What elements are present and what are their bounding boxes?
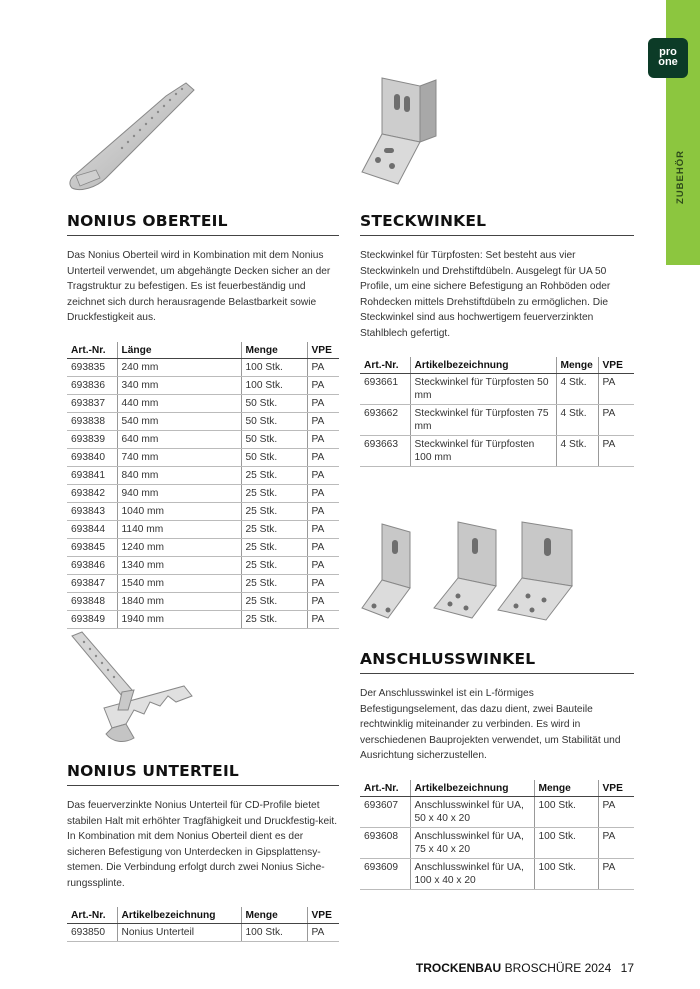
header-vpe: VPE xyxy=(307,907,339,924)
table-row xyxy=(67,502,339,520)
cell-menge: 25 Stk. xyxy=(241,592,307,610)
cell-vpe: PA xyxy=(307,556,339,574)
cell-art-nr: 693844 xyxy=(67,520,117,538)
anschlusswinkel-table xyxy=(360,780,634,890)
cell-description: Steckwinkel für Türpfosten 75 mm xyxy=(410,405,556,436)
cell-vpe: PA xyxy=(307,394,339,412)
cell-menge: 4 Stk. xyxy=(556,405,598,436)
cell-description: 1540 mm xyxy=(117,574,241,592)
cell-menge: 25 Stk. xyxy=(241,556,307,574)
header-menge: Menge xyxy=(534,780,598,797)
cell-vpe: PA xyxy=(307,520,339,538)
cell-description: 440 mm xyxy=(117,394,241,412)
cell-art-nr: 693662 xyxy=(360,405,410,436)
table-row xyxy=(67,592,339,610)
cell-description: 840 mm xyxy=(117,466,241,484)
cell-menge: 50 Stk. xyxy=(241,412,307,430)
cell-vpe: PA xyxy=(307,538,339,556)
cell-vpe: PA xyxy=(598,374,634,405)
cell-menge: 25 Stk. xyxy=(241,466,307,484)
cell-description: Steckwinkel für Türpfosten 50 mm xyxy=(410,374,556,405)
cell-art-nr: 693837 xyxy=(67,394,117,412)
table-row xyxy=(360,796,634,827)
header-art-nr: Art.-Nr. xyxy=(67,907,117,924)
nonius-oberteil-title: NONIUS OBERTEIL xyxy=(67,212,339,236)
steckwinkel-table xyxy=(360,357,634,467)
cell-menge: 100 Stk. xyxy=(534,827,598,858)
anschlusswinkel-description: Der Anschlusswinkel ist ein L-förmiges Befestigungselement, das dazu dient, zwei Bauteile rechtwinklig miteinander zu verbinden. Es wird in verschiedenen Bauprojekten verwendet, um Stabilität und Ausrichtung sicherzustellen. xyxy=(360,688,621,761)
cell-art-nr: 693850 xyxy=(67,924,117,942)
header-artikelbezeichnung: Artikelbezeichnung xyxy=(117,907,241,924)
table-row xyxy=(67,574,339,592)
cell-art-nr: 693846 xyxy=(67,556,117,574)
cell-description: Anschlusswinkel für UA, 75 x 40 x 20 xyxy=(410,827,534,858)
page-number: 17 xyxy=(620,961,634,975)
cell-menge: 25 Stk. xyxy=(241,574,307,592)
cell-description: 940 mm xyxy=(117,484,241,502)
footer-title: BROSCHÜRE 2024 xyxy=(504,961,612,975)
cell-vpe: PA xyxy=(307,376,339,394)
cell-art-nr: 693847 xyxy=(67,574,117,592)
cell-menge: 25 Stk. xyxy=(241,502,307,520)
cell-art-nr: 693845 xyxy=(67,538,117,556)
cell-description: 1340 mm xyxy=(117,556,241,574)
table-row xyxy=(67,448,339,466)
cell-menge: 50 Stk. xyxy=(241,430,307,448)
table-row xyxy=(67,924,339,942)
cell-description: 1040 mm xyxy=(117,502,241,520)
header-art-nr: Art.-Nr. xyxy=(360,780,410,797)
header-artikelbezeichnung: Artikelbezeichnung xyxy=(410,357,556,374)
nonius-unterteil-image xyxy=(64,630,204,750)
cell-description: 1840 mm xyxy=(117,592,241,610)
cell-menge: 50 Stk. xyxy=(241,394,307,412)
cell-vpe: PA xyxy=(307,574,339,592)
cell-menge: 100 Stk. xyxy=(534,858,598,889)
cell-menge: 25 Stk. xyxy=(241,538,307,556)
pro-one-logo xyxy=(648,38,688,78)
header-vpe: VPE xyxy=(598,780,634,797)
header-art-nr: Art.-Nr. xyxy=(360,357,410,374)
cell-description: Nonius Unterteil xyxy=(117,924,241,942)
cell-vpe: PA xyxy=(598,436,634,467)
cell-vpe: PA xyxy=(307,502,339,520)
cell-vpe: PA xyxy=(598,405,634,436)
cell-description: Anschlusswinkel für UA, 50 x 40 x 20 xyxy=(410,796,534,827)
table-row xyxy=(67,610,339,628)
cell-vpe: PA xyxy=(307,448,339,466)
cell-vpe: PA xyxy=(598,796,634,827)
cell-art-nr: 693609 xyxy=(360,858,410,889)
cell-description: Steckwinkel für Türpfosten 100 mm xyxy=(410,436,556,467)
steckwinkel-image xyxy=(358,72,448,192)
cell-art-nr: 693842 xyxy=(67,484,117,502)
cell-vpe: PA xyxy=(598,827,634,858)
nonius-unterteil-rows xyxy=(67,924,339,942)
cell-art-nr: 693838 xyxy=(67,412,117,430)
side-tab-label: ZUBEHÖR xyxy=(675,150,686,204)
nonius-oberteil-table xyxy=(67,342,339,629)
header-menge: Menge xyxy=(241,342,307,359)
cell-description: 1940 mm xyxy=(117,610,241,628)
nonius-oberteil-description: Das Nonius Oberteil wird in Kombination mit dem Nonius Unterteil verwendet, um abgehängte Decken sicher an der Tragstruktur zu befestigen. Es ist feuerbeständig und zeichnet sich durch herausragende Belastbarkeit sowie Druckfestigkeit aus. xyxy=(67,250,331,323)
table-row xyxy=(360,858,634,889)
nonius-oberteil-image xyxy=(66,78,206,198)
table-row xyxy=(360,374,634,405)
cell-description: Anschlusswinkel für UA, 100 x 40 x 20 xyxy=(410,858,534,889)
cell-menge: 4 Stk. xyxy=(556,436,598,467)
header-vpe: VPE xyxy=(598,357,634,374)
cell-art-nr: 693835 xyxy=(67,358,117,376)
cell-menge: 100 Stk. xyxy=(241,376,307,394)
cell-menge: 100 Stk. xyxy=(241,358,307,376)
table-row xyxy=(360,436,634,467)
cell-vpe: PA xyxy=(598,858,634,889)
cell-art-nr: 693849 xyxy=(67,610,117,628)
header-artikelbezeichnung: Artikelbezeichnung xyxy=(410,780,534,797)
cell-description: 1140 mm xyxy=(117,520,241,538)
logo-line1: pro xyxy=(659,46,677,58)
cell-menge: 25 Stk. xyxy=(241,520,307,538)
anschlusswinkel-title: ANSCHLUSSWINKEL xyxy=(360,650,634,674)
page-footer xyxy=(416,961,634,975)
anschlusswinkel-rows xyxy=(360,796,634,889)
cell-art-nr: 693841 xyxy=(67,466,117,484)
cell-art-nr: 693607 xyxy=(360,796,410,827)
logo-line2: one xyxy=(658,56,678,68)
cell-menge: 100 Stk. xyxy=(534,796,598,827)
table-header-row xyxy=(360,357,634,374)
table-row xyxy=(67,412,339,430)
header-laenge: Länge xyxy=(117,342,241,359)
cell-vpe: PA xyxy=(307,924,339,942)
cell-art-nr: 693840 xyxy=(67,448,117,466)
cell-art-nr: 693843 xyxy=(67,502,117,520)
nonius-oberteil-rows xyxy=(67,358,339,628)
cell-description: 1240 mm xyxy=(117,538,241,556)
cell-art-nr: 693839 xyxy=(67,430,117,448)
cell-vpe: PA xyxy=(307,592,339,610)
nonius-unterteil-description: Das feuerverzinkte Nonius Unterteil für CD-Profile bietet stabilen Halt mit erhöhter Tragfähigkeit und Druckfestig-keit. In Kombination mit dem Nonius Oberteil dient es der sicheren Befestigung von Unterdecken in Gipsplattensy-stemen. Die Verbindung erfolgt durch zwei Nonius Siche-rungssplinte. xyxy=(67,800,338,889)
cell-menge: 100 Stk. xyxy=(241,924,307,942)
cell-menge: 4 Stk. xyxy=(556,374,598,405)
nonius-unterteil-section xyxy=(67,762,339,942)
cell-vpe: PA xyxy=(307,484,339,502)
cell-art-nr: 693608 xyxy=(360,827,410,858)
table-row xyxy=(67,376,339,394)
table-row xyxy=(67,394,339,412)
table-header-row xyxy=(360,780,634,797)
cell-art-nr: 693848 xyxy=(67,592,117,610)
header-art-nr: Art.-Nr. xyxy=(67,342,117,359)
cell-menge: 25 Stk. xyxy=(241,610,307,628)
header-menge: Menge xyxy=(556,357,598,374)
nonius-unterteil-table xyxy=(67,907,339,942)
table-row xyxy=(360,827,634,858)
header-vpe: VPE xyxy=(307,342,339,359)
table-row xyxy=(67,430,339,448)
cell-art-nr: 693836 xyxy=(67,376,117,394)
cell-vpe: PA xyxy=(307,430,339,448)
footer-brand: TROCKENBAU xyxy=(415,961,502,975)
table-row xyxy=(67,556,339,574)
cell-vpe: PA xyxy=(307,466,339,484)
steckwinkel-rows xyxy=(360,374,634,467)
cell-vpe: PA xyxy=(307,610,339,628)
cell-description: 340 mm xyxy=(117,376,241,394)
table-row xyxy=(67,520,339,538)
cell-menge: 50 Stk. xyxy=(241,448,307,466)
nonius-unterteil-title: NONIUS UNTERTEIL xyxy=(67,762,339,786)
cell-art-nr: 693661 xyxy=(360,374,410,405)
table-row xyxy=(360,405,634,436)
anschlusswinkel-image xyxy=(360,518,630,622)
cell-description: 540 mm xyxy=(117,412,241,430)
cell-description: 740 mm xyxy=(117,448,241,466)
cell-description: 240 mm xyxy=(117,358,241,376)
anschlusswinkel-section xyxy=(360,650,634,890)
table-row xyxy=(67,484,339,502)
table-row xyxy=(67,538,339,556)
cell-menge: 25 Stk. xyxy=(241,484,307,502)
table-row xyxy=(67,466,339,484)
cell-description: 640 mm xyxy=(117,430,241,448)
table-row xyxy=(67,358,339,376)
steckwinkel-section xyxy=(360,212,634,467)
cell-vpe: PA xyxy=(307,412,339,430)
nonius-oberteil-section xyxy=(67,212,339,629)
cell-art-nr: 693663 xyxy=(360,436,410,467)
cell-vpe: PA xyxy=(307,358,339,376)
header-menge: Menge xyxy=(241,907,307,924)
steckwinkel-description: Steckwinkel für Türpfosten: Set besteht aus vier Steckwinkeln und Drehstiftdübeln. Ausgelegt für UA 50 Profile, um eine sichere Befestigung an Rohböden oder Rohdecken mittels Drehstiftdübeln zu ermöglichen. Die Steckwinkel sind aus hochwertigem feuerverzinkten Stahlblech gefertigt. xyxy=(360,250,611,339)
steckwinkel-title: STECKWINKEL xyxy=(360,212,634,236)
table-header-row xyxy=(67,342,339,359)
table-header-row xyxy=(67,907,339,924)
